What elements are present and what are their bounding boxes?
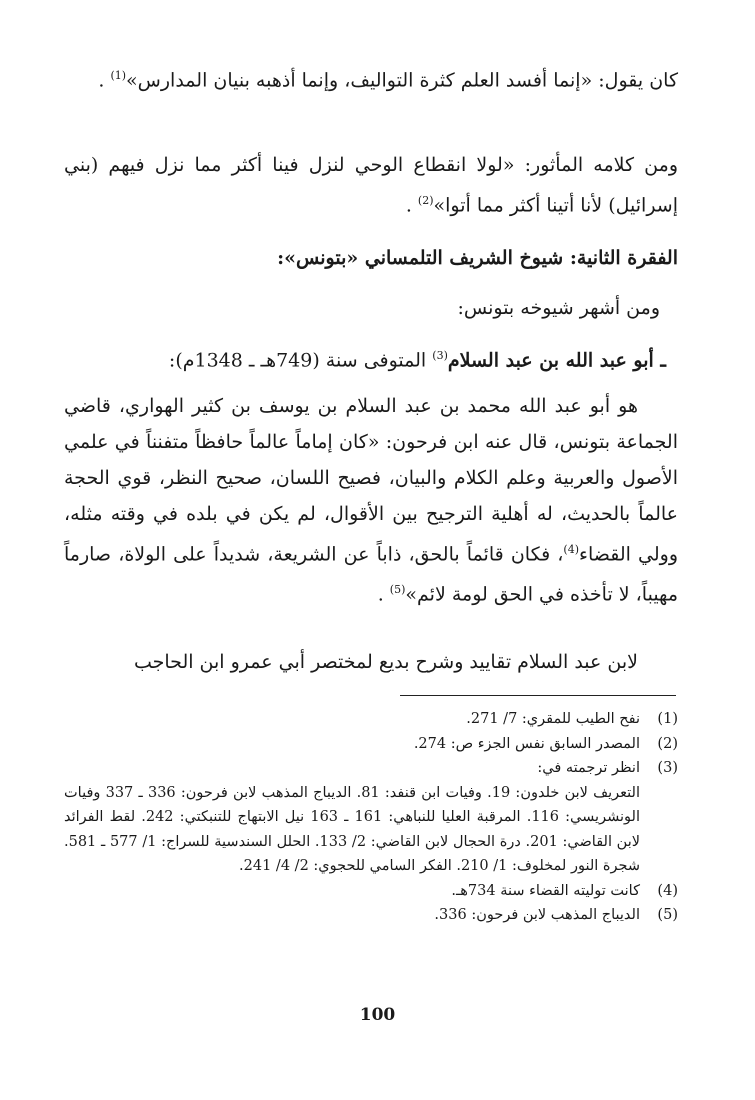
footnote-text: التعريف لابن خلدون: 19. وفيات ابن قنفد: 81. الديباج المذهب لابن فرحون: 336 ـ 337 وفيات الونشريسي: 116. المرقبة العليا للنباهي: 161 ـ 163 نيل الابتهاج للتنبكتي: 242. لقط الفرائد لابن القاضي: 201. درة الحجال لابن القاضي: 2/ 133. الحلل السندسية للسراج: 1/ 577 ـ 581. شجرة النور لمخلوف: 1/ 210. الفكر السامي للحجوي: 2/ 4/ 241. [64,784,641,874]
bio-text: هو أبو عبد الله محمد بن عبد السلام بن يوسف بن كثير الهواري، قاضي الجماعة بتونس، قال عنه ابن فرحون: «كان إماماً عالماً حافظاً متفنناً في علمي الأصول والعربية وعلم الكلام والبيان، فصيح اللسان، صحيح النظر، قوي الحجة عالماً بالحديث، له أهلية الترجيح بين الأقوال، لم يكن في بلده في وقته مثله، وولي القضاء [64,395,678,566]
sheikh-entry [64,338,678,378]
footnote-text: انظر ترجمته في: [537,760,640,776]
footnote-number: (2) [657,735,678,752]
paragraph-tail: . [98,69,105,92]
paragraph-text: كان يقول: «إنما أفسد العلم كثرة التواليف، وإنما أذهبه بنيان المدارس» [126,69,678,92]
section-heading: الفقرة الثانية: شيوخ الشريف التلمساني «بتونس»: [277,247,678,269]
paragraph-text: ومن كلامه المأثور: «لولا انقطاع الوحي لنزل فينا أكثر مما نزل فيهم (بني إسرائيل) لأنا أتينا أكثر مما أتوا» [64,154,678,217]
last-line: لابن عبد السلام تقاييد وشرح بديع لمختصر أبي عمرو ابن الحاجب [133,651,638,673]
footnote-number: (4) [657,882,678,899]
footnote-text: نفح الطيب للمقري: 7/ 271. [466,711,640,727]
footnote-item [64,903,678,928]
paragraph-tail: . [405,194,412,217]
footnote-text: كانت توليته القضاء سنة 734هـ. [451,882,640,899]
page-number: 100 [359,1005,396,1025]
sheikh-dates: المتوفى سنة (749هـ ـ 1348م): [168,349,433,372]
sheikh-name: ـ أبو عبد الله بن عبد السلام [447,349,666,372]
paragraph-quote-1 [64,58,678,98]
footnote-number: (5) [657,907,678,923]
footnote-item [64,707,678,732]
footnote-ref: (1) [110,69,127,82]
footnote-ref: (5) [389,583,406,597]
intro-line: ومن أشهر شيوخه بتونس: [457,297,660,319]
footnotes [64,707,678,928]
footnote-ref: (3) [432,349,448,362]
biography-paragraph [64,388,678,613]
footnote-item [64,732,678,757]
bio-text-cont: ، فكان قائماً بالحق، ذاباً عن الشريعة، شديداً على الولاة، صارماً مهيباً، لا تأخذه في الحق لومة لائم» [64,543,678,606]
footnote-number: (3) [657,760,678,776]
footnote-number [640,781,678,879]
footnote-ref: (4) [563,543,580,556]
footnote-item [64,879,678,904]
footnote-ref: (2) [417,194,434,207]
footnote-item [64,756,678,781]
footnote-separator [400,695,676,696]
paragraph-quote-2 [64,147,678,223]
footnote-text: الديباج المذهب لابن فرحون: 336. [434,907,640,923]
bio-tail: . [377,583,384,606]
footnote-text: المصدر السابق نفس الجزء ص: 274. [413,735,640,752]
footnote-number: (1) [657,711,678,727]
footnote-item [64,781,678,879]
